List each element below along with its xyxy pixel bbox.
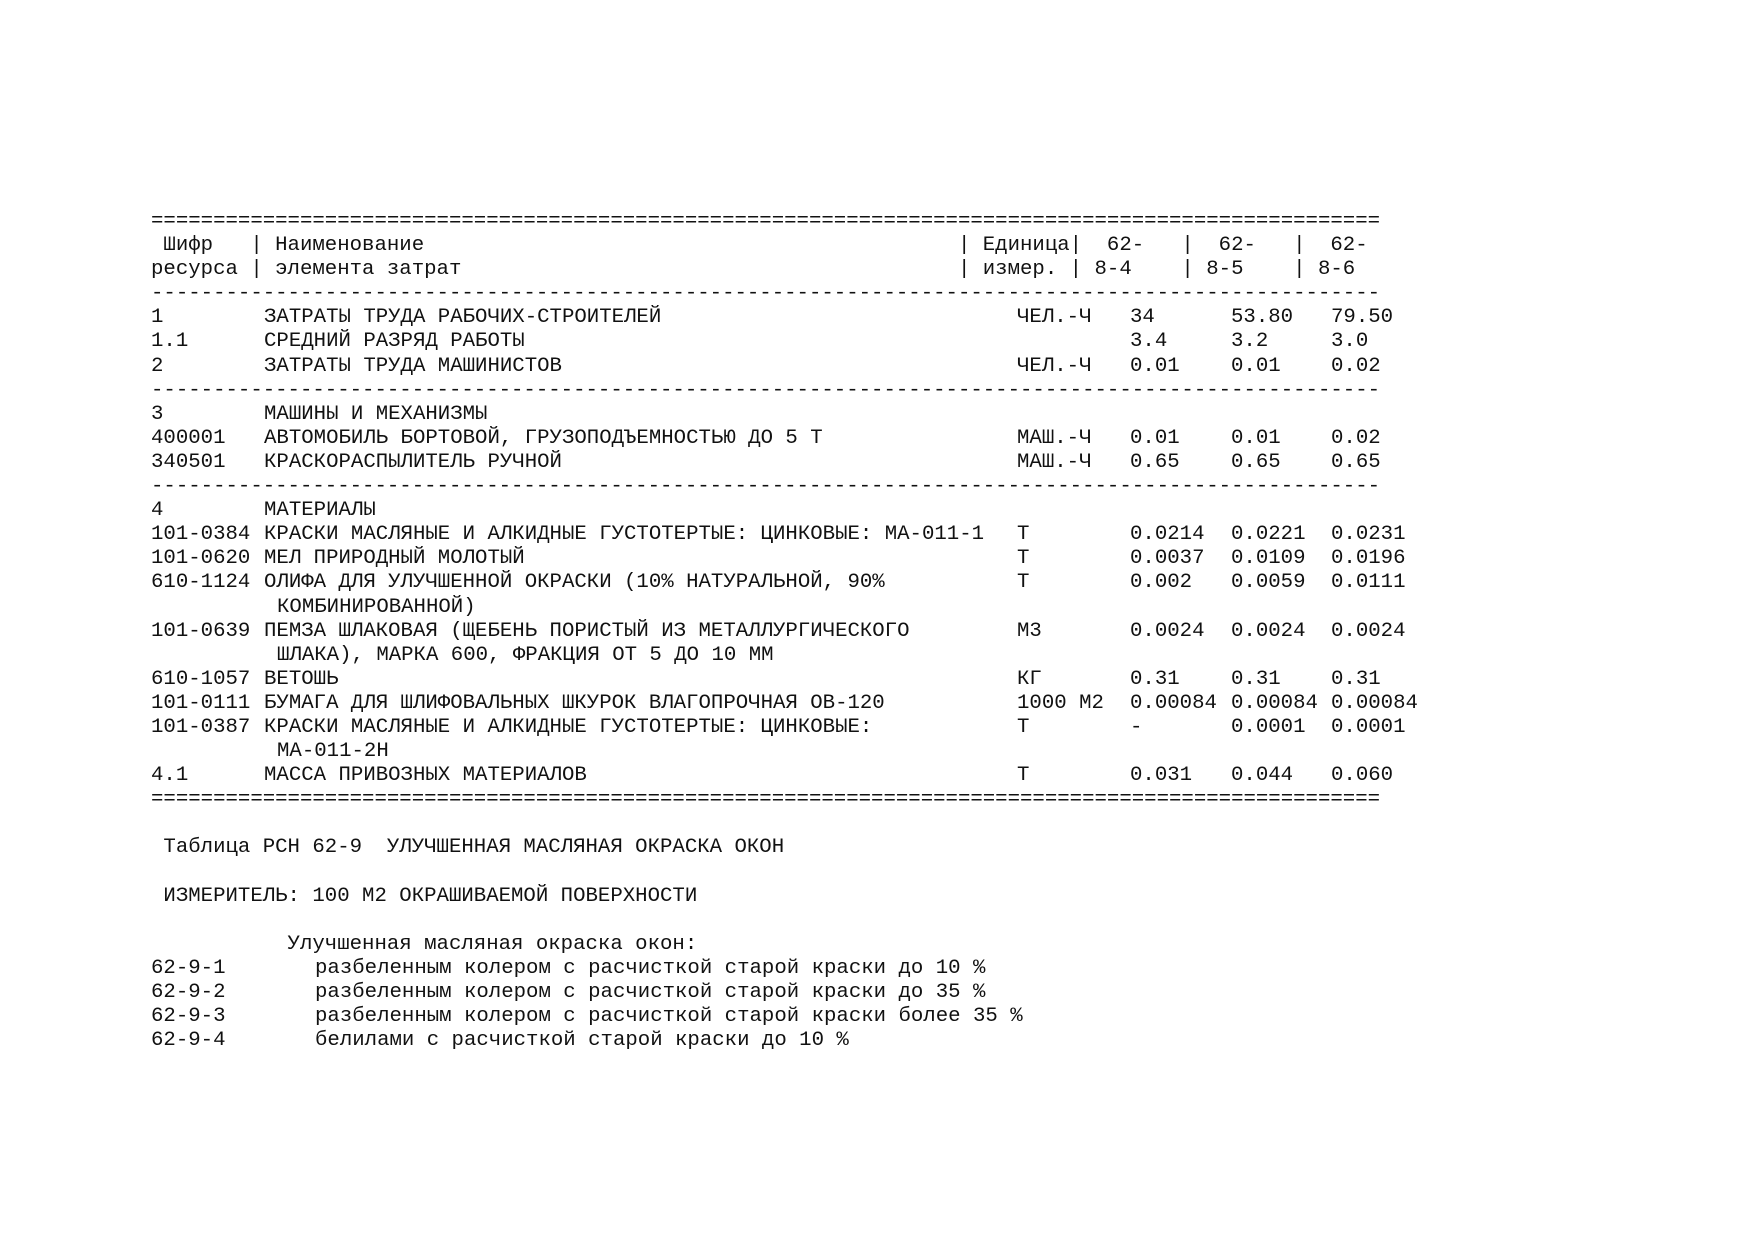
table-row: [151, 692, 1651, 716]
resource-name: КРАСКИ МАСЛЯНЫЕ И АЛКИДНЫЕ ГУСТОТЕРТЫЕ: ЦИНКОВЫЕ:: [264, 715, 873, 739]
unit-cell: МАШ.-Ч: [1017, 450, 1092, 474]
table-row: [151, 427, 1651, 451]
value-62-8-4: 0.0214: [1130, 523, 1205, 547]
value-62-8-5: 0.0001: [1231, 715, 1306, 739]
value-62-8-4: 0.01: [1130, 426, 1180, 450]
resource-name-continuation: МА-011-2Н: [277, 740, 389, 764]
table-row: [151, 668, 1651, 692]
item-code: 62-9-1: [151, 956, 226, 980]
table-row: [151, 547, 1651, 571]
value-62-8-5: 0.01: [1231, 354, 1281, 378]
resource-code: 101-0111: [151, 691, 251, 715]
unit-cell: Т: [1017, 571, 1030, 595]
table-row-continuation: [151, 596, 1651, 620]
resource-code: 610-1124: [151, 571, 251, 595]
value-62-8-5: 3.2: [1231, 330, 1269, 354]
value-62-8-5: 0.31: [1231, 667, 1281, 691]
spacer: [151, 909, 1651, 933]
value-62-8-6: 0.65: [1331, 450, 1381, 474]
resource-name: МАССА ПРИВОЗНЫХ МАТЕРИАЛОВ: [264, 764, 587, 788]
unit-cell: Т: [1017, 547, 1030, 571]
unit-cell: ЧЕЛ.-Ч: [1017, 354, 1092, 378]
unit-cell: Т: [1017, 715, 1030, 739]
unit-cell: Т: [1017, 523, 1030, 547]
double-rule-bottom: ===================================================================================================: [151, 788, 1381, 812]
list-item: [151, 1005, 1651, 1029]
table-row: [151, 571, 1651, 595]
item-code: 62-9-2: [151, 981, 226, 1004]
value-62-8-5: 0.01: [1231, 426, 1281, 450]
header-line-2: ресурса | элемента затрат | измер. | 8-4 | 8-5 | 8-6: [151, 258, 1356, 282]
meter-line: ИЗМЕРИТЕЛЬ: 100 М2 ОКРАШИВАЕМОЙ ПОВЕРХНОСТИ: [151, 884, 698, 908]
unit-cell: 1000 М2: [1017, 691, 1104, 715]
resource-code: 1: [151, 306, 164, 330]
value-62-8-6: 79.50: [1331, 306, 1394, 330]
item-description: разбеленным колером с расчисткой старой краски более 35 %: [315, 1005, 1023, 1029]
value-62-8-5: 0.0221: [1231, 523, 1306, 547]
value-62-8-6: 0.0231: [1331, 523, 1406, 547]
item-description: разбеленным колером с расчисткой старой краски до 10 %: [315, 956, 986, 980]
table-row: [151, 306, 1651, 330]
value-62-8-5: 0.0059: [1231, 571, 1306, 595]
value-62-8-6: 0.00084: [1331, 691, 1418, 715]
value-62-8-4: 34: [1130, 306, 1155, 330]
resource-name: ВЕТОШЬ: [264, 667, 339, 691]
resource-name-continuation: ШЛАКА), МАРКА 600, ФРАКЦИЯ ОТ 5 ДО 10 ММ: [277, 643, 774, 667]
unit-cell: МАШ.-Ч: [1017, 426, 1092, 450]
single-rule: ---------------------------------------------------------------------------------------------------: [151, 282, 1381, 306]
value-62-8-4: 0.65: [1130, 450, 1180, 474]
table-row: [151, 499, 1651, 523]
resource-code: 101-0620: [151, 547, 251, 571]
header-line-1: Шифр | Наименование | Единица| 62- | 62- | 62-: [151, 234, 1368, 258]
resource-code: 4.1: [151, 764, 189, 788]
document-page: [151, 210, 1651, 1053]
unit-cell: Т: [1017, 764, 1030, 788]
value-62-8-5: 0.0109: [1231, 547, 1306, 571]
list-item: [151, 981, 1651, 1005]
value-62-8-6: 0.0024: [1331, 619, 1406, 643]
value-62-8-6: 3.0: [1331, 330, 1369, 354]
value-62-8-4: -: [1130, 715, 1143, 739]
table-title: Таблица РСН 62-9 УЛУЧШЕННАЯ МАСЛЯНАЯ ОКРАСКА ОКОН: [151, 836, 785, 860]
resource-name: МЕЛ ПРИРОДНЫЙ МОЛОТЫЙ: [264, 547, 525, 571]
value-62-8-4: 3.4: [1130, 330, 1168, 354]
table-row: [151, 355, 1651, 379]
value-62-8-4: 0.002: [1130, 571, 1193, 595]
value-62-8-5: 53.80: [1231, 306, 1294, 330]
value-62-8-4: 0.031: [1130, 764, 1193, 788]
value-62-8-4: 0.0024: [1130, 619, 1205, 643]
value-62-8-6: 0.0001: [1331, 715, 1406, 739]
value-62-8-5: 0.00084: [1231, 691, 1318, 715]
resource-table-body: [151, 282, 1651, 788]
resource-code: 400001: [151, 426, 226, 450]
value-62-8-4: 0.01: [1130, 354, 1180, 378]
resource-name: АВТОМОБИЛЬ БОРТОВОЙ, ГРУЗОПОДЪЕМНОСТЬЮ ДО 5 Т: [264, 426, 823, 450]
item-list: [151, 957, 1651, 1053]
table-row: [151, 523, 1651, 547]
table-row-continuation: [151, 740, 1651, 764]
unit-cell: КГ: [1017, 667, 1042, 691]
section-subheading: Улучшенная масляная окраска окон:: [151, 932, 698, 956]
value-62-8-5: 0.0024: [1231, 619, 1306, 643]
resource-code: 101-0387: [151, 715, 251, 739]
value-62-8-6: 0.0111: [1331, 571, 1406, 595]
item-code: 62-9-4: [151, 1029, 226, 1053]
resource-code: 340501: [151, 450, 226, 474]
value-62-8-4: 0.00084: [1130, 691, 1217, 715]
table-row: [151, 764, 1651, 788]
resource-name: МАШИНЫ И МЕХАНИЗМЫ: [264, 402, 488, 426]
resource-name: СРЕДНИЙ РАЗРЯД РАБОТЫ: [264, 330, 525, 354]
table-row-continuation: [151, 644, 1651, 668]
resource-code: 2: [151, 354, 164, 378]
value-62-8-6: 0.02: [1331, 354, 1381, 378]
spacer: [151, 812, 1651, 836]
spacer: [151, 861, 1651, 885]
resource-code: 1.1: [151, 330, 189, 354]
item-description: разбеленным колером с расчисткой старой краски до 35 %: [315, 981, 986, 1004]
list-item: [151, 1029, 1651, 1053]
resource-name: КРАСКИ МАСЛЯНЫЕ И АЛКИДНЫЕ ГУСТОТЕРТЫЕ: ЦИНКОВЫЕ: МА-011-1: [264, 523, 985, 547]
resource-name: БУМАГА ДЛЯ ШЛИФОВАЛЬНЫХ ШКУРОК ВЛАГОПРОЧНАЯ ОВ-120: [264, 691, 885, 715]
table-row: [151, 716, 1651, 740]
value-62-8-6: 0.02: [1331, 426, 1381, 450]
resource-code: 3: [151, 402, 164, 426]
single-rule: ---------------------------------------------------------------------------------------------------: [151, 378, 1381, 402]
table-row: [151, 403, 1651, 427]
value-62-8-6: 0.0196: [1331, 547, 1406, 571]
list-item: [151, 957, 1651, 981]
resource-code: 101-0384: [151, 523, 251, 547]
double-rule-top: ===================================================================================================: [151, 210, 1381, 233]
item-code: 62-9-3: [151, 1005, 226, 1029]
unit-cell: М3: [1017, 619, 1042, 643]
resource-code: 101-0639: [151, 619, 251, 643]
table-row: [151, 620, 1651, 644]
item-description: белилами с расчисткой старой краски до 10 %: [315, 1029, 849, 1053]
resource-name: КРАСКОРАСПЫЛИТЕЛЬ РУЧНОЙ: [264, 450, 562, 474]
value-62-8-4: 0.0037: [1130, 547, 1205, 571]
resource-code: 610-1057: [151, 667, 251, 691]
value-62-8-5: 0.65: [1231, 450, 1281, 474]
resource-code: 4: [151, 499, 164, 523]
resource-name: ПЕМЗА ШЛАКОВАЯ (ЩЕБЕНЬ ПОРИСТЫЙ ИЗ МЕТАЛЛУРГИЧЕСКОГО: [264, 619, 910, 643]
table-row: [151, 451, 1651, 475]
resource-name-continuation: КОМБИНИРОВАННОЙ): [277, 595, 476, 619]
value-62-8-6: 0.060: [1331, 764, 1394, 788]
resource-name: ЗАТРАТЫ ТРУДА РАБОЧИХ-СТРОИТЕЛЕЙ: [264, 306, 662, 330]
value-62-8-4: 0.31: [1130, 667, 1180, 691]
resource-name: ЗАТРАТЫ ТРУДА МАШИНИСТОВ: [264, 354, 562, 378]
table-row: [151, 330, 1651, 354]
single-rule: ---------------------------------------------------------------------------------------------------: [151, 475, 1381, 499]
resource-name: ОЛИФА ДЛЯ УЛУЧШЕННОЙ ОКРАСКИ (10% НАТУРАЛЬНОЙ, 90%: [264, 571, 885, 595]
resource-name: МАТЕРИАЛЫ: [264, 499, 376, 523]
value-62-8-5: 0.044: [1231, 764, 1294, 788]
value-62-8-6: 0.31: [1331, 667, 1381, 691]
unit-cell: ЧЕЛ.-Ч: [1017, 306, 1092, 330]
